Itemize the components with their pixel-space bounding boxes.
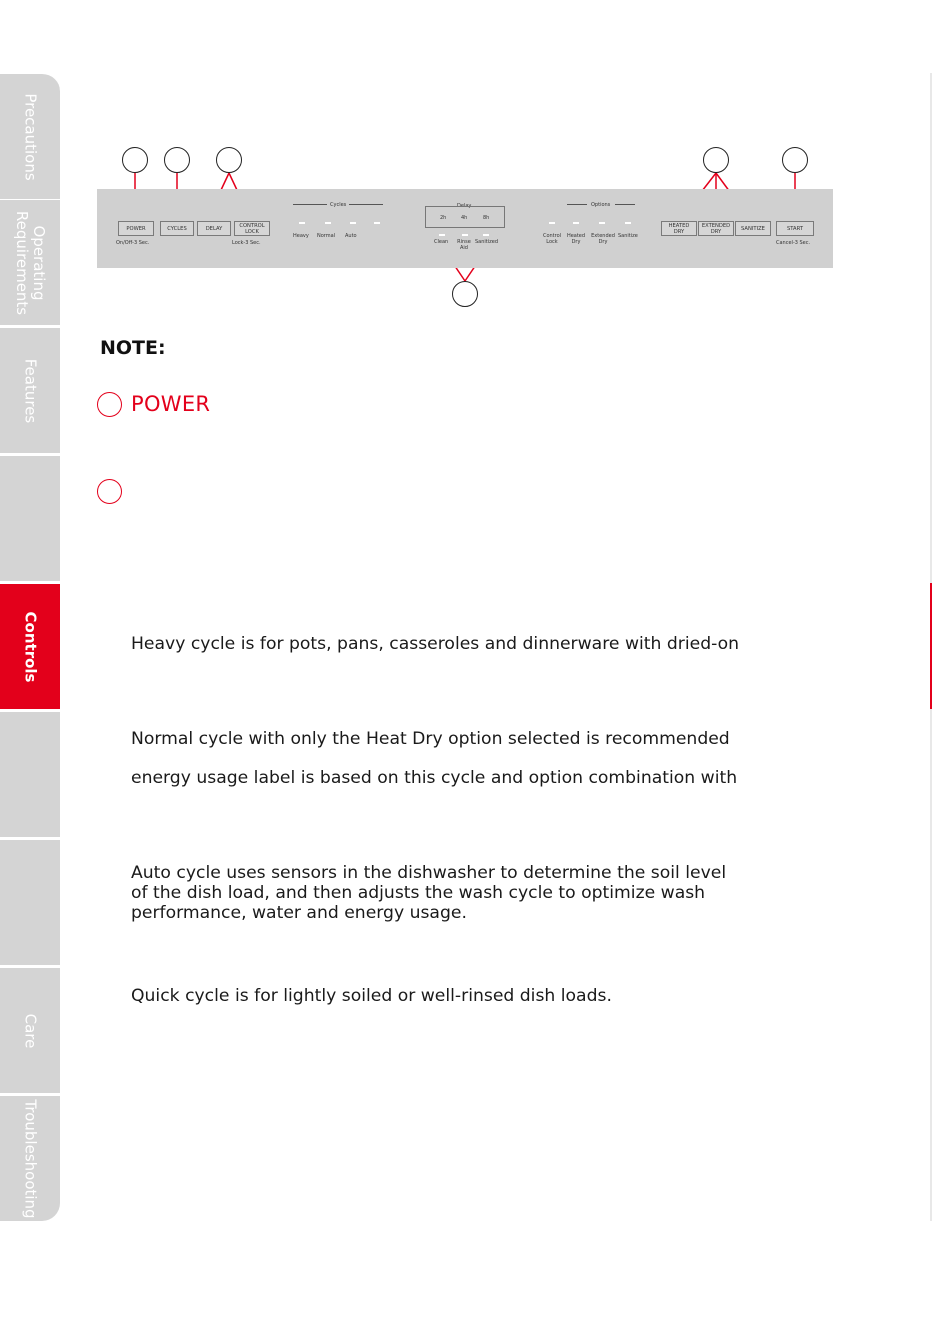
right-edge-rule <box>930 709 932 1221</box>
paragraph-auto-line-3: performance, water and energy usage. <box>131 903 467 923</box>
tab-unlabeled-4[interactable] <box>0 455 60 581</box>
indicator-rinse-aid: Rinse Aid <box>457 239 471 251</box>
indicator-light <box>573 222 579 224</box>
indicator-light <box>599 222 605 224</box>
divider <box>293 204 327 205</box>
tab-label: Features <box>21 358 40 424</box>
delay-button[interactable]: DELAY <box>197 221 231 236</box>
option-extended-dry: Extended Dry <box>591 233 615 245</box>
indicator-light <box>625 222 631 224</box>
cycles-header: Cycles <box>330 202 347 208</box>
divider <box>349 204 383 205</box>
option-heated-dry: Heated Dry <box>566 233 586 245</box>
paragraph-quick: Quick cycle is for lightly soiled or well-rinsed dish loads. <box>131 986 612 1006</box>
indicator-sanitized: Sanitized <box>475 239 499 245</box>
delay-8h: 8h <box>483 215 490 221</box>
section-marker-ring <box>97 479 122 504</box>
indicator-light <box>350 222 356 224</box>
delay-2h: 2h <box>440 215 447 221</box>
start-button[interactable]: START <box>776 221 814 236</box>
paragraph-heavy: Heavy cycle is for pots, pans, casseroles and dinnerware with dried-on <box>131 634 740 654</box>
tab-label: Precautions <box>21 93 40 181</box>
tab-troubleshooting[interactable] <box>0 1095 60 1221</box>
delay-header: Delay <box>457 203 472 209</box>
indicator-light <box>374 222 380 224</box>
options-header: Options <box>591 202 611 208</box>
sanitize-button[interactable]: SANITIZE <box>735 221 771 236</box>
indicator-light <box>325 222 331 224</box>
tab-label: Care <box>21 1013 40 1049</box>
indicator-light <box>549 222 555 224</box>
start-sublabel: Cancel-3 Sec. <box>776 240 811 246</box>
tab-unlabeled-7[interactable] <box>0 839 60 965</box>
delay-box <box>425 206 505 228</box>
heated-dry-button[interactable]: HEATED DRY <box>661 221 697 236</box>
callout-circle <box>164 147 190 173</box>
indicator-light <box>483 234 489 236</box>
delay-4h: 4h <box>461 215 468 221</box>
lock-sublabel: Lock-3 Sec. <box>232 240 261 246</box>
divider <box>615 204 635 205</box>
indicator-light <box>439 234 445 236</box>
tab-features[interactable] <box>0 327 60 453</box>
right-edge-rule-active <box>930 583 932 709</box>
callout-circle <box>216 147 242 173</box>
option-control-lock: Control Lock <box>542 233 562 245</box>
tab-controls[interactable] <box>0 583 60 709</box>
tab-care[interactable] <box>0 967 60 1093</box>
paragraph-auto-line-1: Auto cycle uses sensors in the dishwasher to determine the soil level <box>131 863 727 883</box>
power-heading: POWER <box>131 392 211 416</box>
option-sanitize: Sanitize <box>618 233 638 239</box>
cycle-label-auto: Auto <box>345 233 357 239</box>
callout-circle <box>122 147 148 173</box>
tab-unlabeled-6[interactable] <box>0 711 60 837</box>
callout-circle <box>782 147 808 173</box>
power-button[interactable]: POWER <box>118 221 154 236</box>
extended-dry-button[interactable]: EXTENDED DRY <box>698 221 734 236</box>
paragraph-auto-line-2: of the dish load, and then adjusts the wash cycle to optimize wash <box>131 883 706 903</box>
tab-label: Controls <box>21 611 40 683</box>
callout-circle <box>452 281 478 307</box>
indicator-clean: Clean <box>434 239 449 245</box>
control-panel <box>97 189 833 268</box>
indicator-light <box>462 234 468 236</box>
paragraph-normal-line-1: Normal cycle with only the Heat Dry option selected is recommended <box>131 729 730 749</box>
cycle-label-heavy: Heavy <box>293 233 309 239</box>
paragraph-normal-line-2: energy usage label is based on this cycle and option combination with <box>131 768 738 788</box>
indicator-light <box>299 222 305 224</box>
cycle-label-normal: Normal <box>317 233 336 239</box>
control-lock-button[interactable]: CONTROL LOCK <box>234 221 270 236</box>
tab-label: Troubleshooting <box>21 1099 40 1219</box>
section-marker-ring <box>97 392 122 417</box>
note-label: NOTE: <box>100 337 166 359</box>
callout-circle <box>703 147 729 173</box>
divider <box>567 204 587 205</box>
power-sublabel: On/Off-3 Sec. <box>116 240 150 246</box>
tab-label: Operating Requirements <box>13 210 48 316</box>
cycles-button[interactable]: CYCLES <box>160 221 194 236</box>
